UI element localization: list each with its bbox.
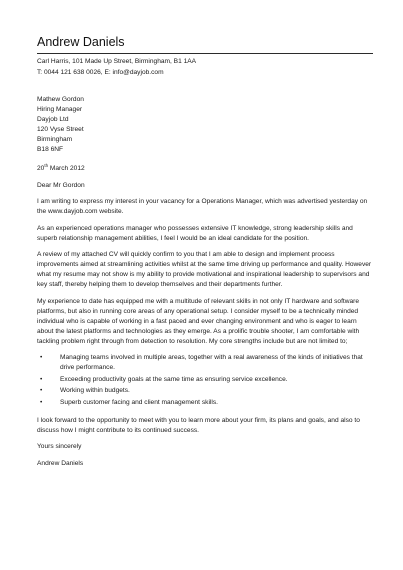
recipient-line: Dayjob Ltd xyxy=(37,116,69,123)
recipient-line: B18 6NF xyxy=(37,146,64,153)
bullet-icon: • xyxy=(40,375,43,383)
letter-date: 20th March 2012 xyxy=(37,162,85,172)
letter-body xyxy=(37,95,373,475)
bullet-icon: • xyxy=(40,354,43,361)
paragraph-closing: I look forward to the opportunity to meet with you to learn more about your firm, its plans and goals, and also to discuss how I might contribute to its continued success. xyxy=(37,416,360,434)
recipient-address xyxy=(37,95,373,155)
strengths-list xyxy=(37,353,373,408)
paragraph-cv-review: A review of my attached CV will quickly confirm to you that I am able to design and implement process improvements aimed at streamlining activities whilst at the same time driving up performance and quality. However what my resume may not show is my ability to provide motivational and inspirational leadership to supervisors and key staff, thereby helping them to develop themselves and their departments further. xyxy=(37,251,372,288)
recipient-line: Hiring Manager xyxy=(37,106,83,113)
salutation: Dear Mr Gordon xyxy=(37,181,85,189)
paragraph-skills: My experience to date has equipped me with a multitude of relevant skills in not only IT hardware and software platforms, but also in running core areas of any operational setup. I consider myself to be a technically minded individual who is capable of working in a fast paced and ever changing environment and who is eager to learn about the latest platforms and technologies as they emerge. As a prolific trouble shooter, I am comfortable with tackling problem right through from detection to resolution. My core strengths include but are not limited to; xyxy=(37,297,360,345)
recipient-line: 120 Vyse Street xyxy=(37,126,84,133)
list-item: • Superb customer facing and client management skills. xyxy=(40,398,218,406)
signoff: Yours sincerely xyxy=(37,443,82,450)
sender-contact-block xyxy=(37,56,196,78)
recipient-line: Mathew Gordon xyxy=(37,96,84,103)
signature-name: Andrew Daniels xyxy=(37,459,84,467)
paragraph-intro: I am writing to express my interest in your vacancy for a Operations Manager, which was advertised yesterday on the www.dayjob.com website. xyxy=(37,198,368,215)
sender-phone-email: T: 0044 121 638 0026, E: info@dayjob.com xyxy=(37,69,164,76)
bullet-icon: • xyxy=(40,387,43,394)
bullet-icon: • xyxy=(40,398,43,406)
list-item: • Working within budgets. xyxy=(40,387,130,394)
sender-address: Carl Harris, 101 Made Up Street, Birmingham, B1 1AA xyxy=(37,58,197,65)
list-item: • Exceeding productivity goals at the same time as ensuring service excellence. xyxy=(40,375,288,383)
recipient-line: Birmingham xyxy=(37,136,73,143)
paragraph-experience: As an experienced operations manager who possesses extensive IT knowledge, strong leadership skills and superb relationship management abilities, I feel I would be an ideal candidate for the position. xyxy=(37,224,353,242)
sender-name: Andrew Daniels xyxy=(37,35,125,49)
header-divider xyxy=(37,53,373,54)
list-item: • Managing teams involved in multiple areas, together with a real awareness of the kinds of initiatives that drive performance. xyxy=(40,354,363,371)
